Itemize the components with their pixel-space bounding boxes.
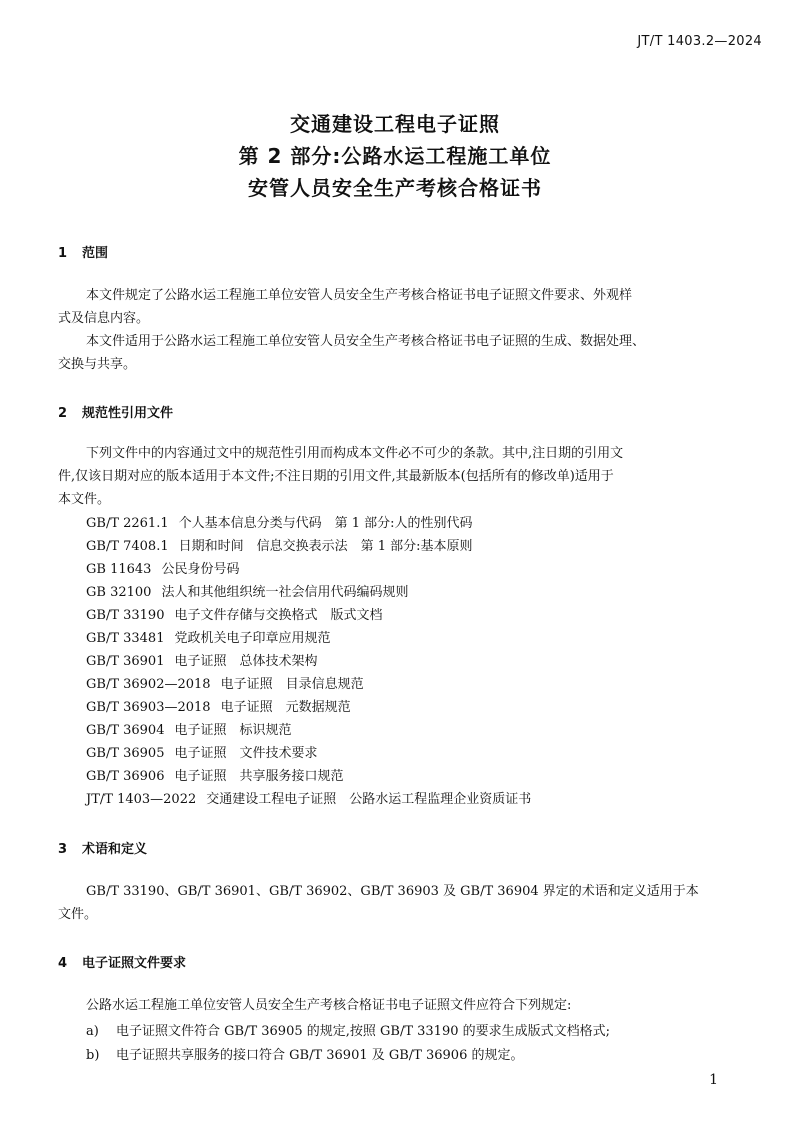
reference-title: 个人基本信息分类与代码 第 1 部分:人的性别代码	[178, 516, 473, 531]
reference-code: GB/T 2261.1	[86, 516, 169, 531]
title-line-1: 交通建设工程电子证照	[290, 112, 500, 136]
text-line: 交换与共享。	[58, 357, 137, 372]
section-4-intro	[58, 994, 738, 1017]
reference-item	[86, 535, 531, 558]
reference-title: 党政机关电子印章应用规范	[174, 631, 331, 646]
reference-title: 电子证照 目录信息规范	[220, 677, 364, 692]
title-line-3: 安管人员安全生产考核合格证书	[248, 176, 542, 200]
text-line: 下列文件中的内容通过文中的规范性引用而构成本文件必不可少的条款。其中,注日期的引用文	[86, 446, 624, 461]
reference-title: 日期和时间 信息交换表示法 第 1 部分:基本原则	[178, 539, 473, 554]
text-line: GB/T 33190、GB/T 36901、GB/T 36902、GB/T 36903 及 GB/T 36904 界定的术语和定义适用于本	[86, 884, 699, 899]
text-line: 本文件规定了公路水运工程施工单位安管人员安全生产考核合格证书电子证照文件要求、外观样	[86, 288, 633, 303]
section-title: 术语和定义	[82, 842, 148, 857]
reference-title: 电子证照 元数据规范	[220, 700, 351, 715]
reference-item	[86, 673, 531, 696]
section-3-paragraph	[58, 880, 738, 926]
reference-item	[86, 581, 531, 604]
reference-item	[86, 765, 531, 788]
section-number: 3	[58, 842, 68, 857]
title-line-2: 第 2 部分:公路水运工程施工单位	[238, 144, 552, 168]
reference-code: GB/T 33190	[86, 608, 165, 623]
reference-code: JT/T 1403—2022	[86, 792, 197, 807]
section-number: 1	[58, 246, 68, 261]
section-number: 2	[58, 406, 68, 421]
text-line: 公路水运工程施工单位安管人员安全生产考核合格证书电子证照文件应符合下列规定:	[86, 998, 572, 1013]
reference-code: GB 11643	[86, 562, 152, 577]
reference-code: GB 32100	[86, 585, 152, 600]
section-1-paragraph-1	[58, 284, 738, 330]
reference-code: GB/T 7408.1	[86, 539, 169, 554]
page-number: 1	[709, 1072, 718, 1088]
reference-item	[86, 719, 531, 742]
text-line: 本文件适用于公路水运工程施工单位安管人员安全生产考核合格证书电子证照的生成、数据处理、	[86, 334, 646, 349]
reference-title: 电子证照 标识规范	[174, 723, 292, 738]
section-1-paragraph-2	[58, 330, 738, 376]
text-line: 文件。	[58, 907, 98, 922]
reference-title: 交通建设工程电子证照 公路水运工程监理企业资质证书	[206, 792, 532, 807]
reference-title: 电子证照 文件技术要求	[174, 746, 318, 761]
reference-item	[86, 742, 531, 765]
section-4-heading	[58, 952, 186, 971]
list-item	[86, 1044, 610, 1068]
section-title: 电子证照文件要求	[82, 956, 187, 971]
reference-title: 电子证照 总体技术架构	[174, 654, 318, 669]
text-line: 本文件。	[58, 492, 111, 507]
reference-item	[86, 558, 531, 581]
section-title: 范围	[82, 246, 109, 261]
reference-item	[86, 696, 531, 719]
reference-code: GB/T 36901	[86, 654, 165, 669]
list-item-text: 电子证照共享服务的接口符合 GB/T 36901 及 GB/T 36906 的规定。	[116, 1048, 524, 1063]
reference-code: GB/T 33481	[86, 631, 165, 646]
reference-item	[86, 650, 531, 673]
reference-item	[86, 512, 531, 535]
reference-item	[86, 604, 531, 627]
list-item	[86, 1020, 610, 1044]
requirements-list	[86, 1020, 610, 1068]
reference-item	[86, 627, 531, 650]
section-title: 规范性引用文件	[82, 406, 174, 421]
reference-title: 法人和其他组织统一社会信用代码编码规则	[161, 585, 409, 600]
normative-references-list	[86, 512, 531, 811]
reference-title: 公民身份号码	[161, 562, 240, 577]
section-number: 4	[58, 956, 68, 971]
list-marker: b)	[86, 1048, 100, 1063]
reference-title: 电子文件存储与交换格式 版式文档	[174, 608, 383, 623]
list-marker: a)	[86, 1024, 99, 1039]
reference-code: GB/T 36906	[86, 769, 165, 784]
standard-code: JT/T 1403.2—2024	[637, 34, 762, 49]
reference-code: GB/T 36905	[86, 746, 165, 761]
text-line: 件,仅该日期对应的版本适用于本文件;不注日期的引用文件,其最新版本(包括所有的修改单)适用于	[58, 469, 614, 484]
reference-code: GB/T 36904	[86, 723, 165, 738]
section-3-heading	[58, 838, 147, 857]
reference-title: 电子证照 共享服务接口规范	[174, 769, 344, 784]
list-item-text: 电子证照文件符合 GB/T 36905 的规定,按照 GB/T 33190 的要求生成版式文档格式;	[116, 1024, 610, 1039]
section-1-heading	[58, 242, 108, 261]
reference-code: GB/T 36902—2018	[86, 677, 211, 692]
reference-code: GB/T 36903—2018	[86, 700, 211, 715]
section-2-heading	[58, 402, 173, 421]
section-2-intro	[58, 442, 738, 511]
text-line: 式及信息内容。	[58, 311, 150, 326]
document-title	[0, 108, 790, 204]
reference-item	[86, 788, 531, 811]
